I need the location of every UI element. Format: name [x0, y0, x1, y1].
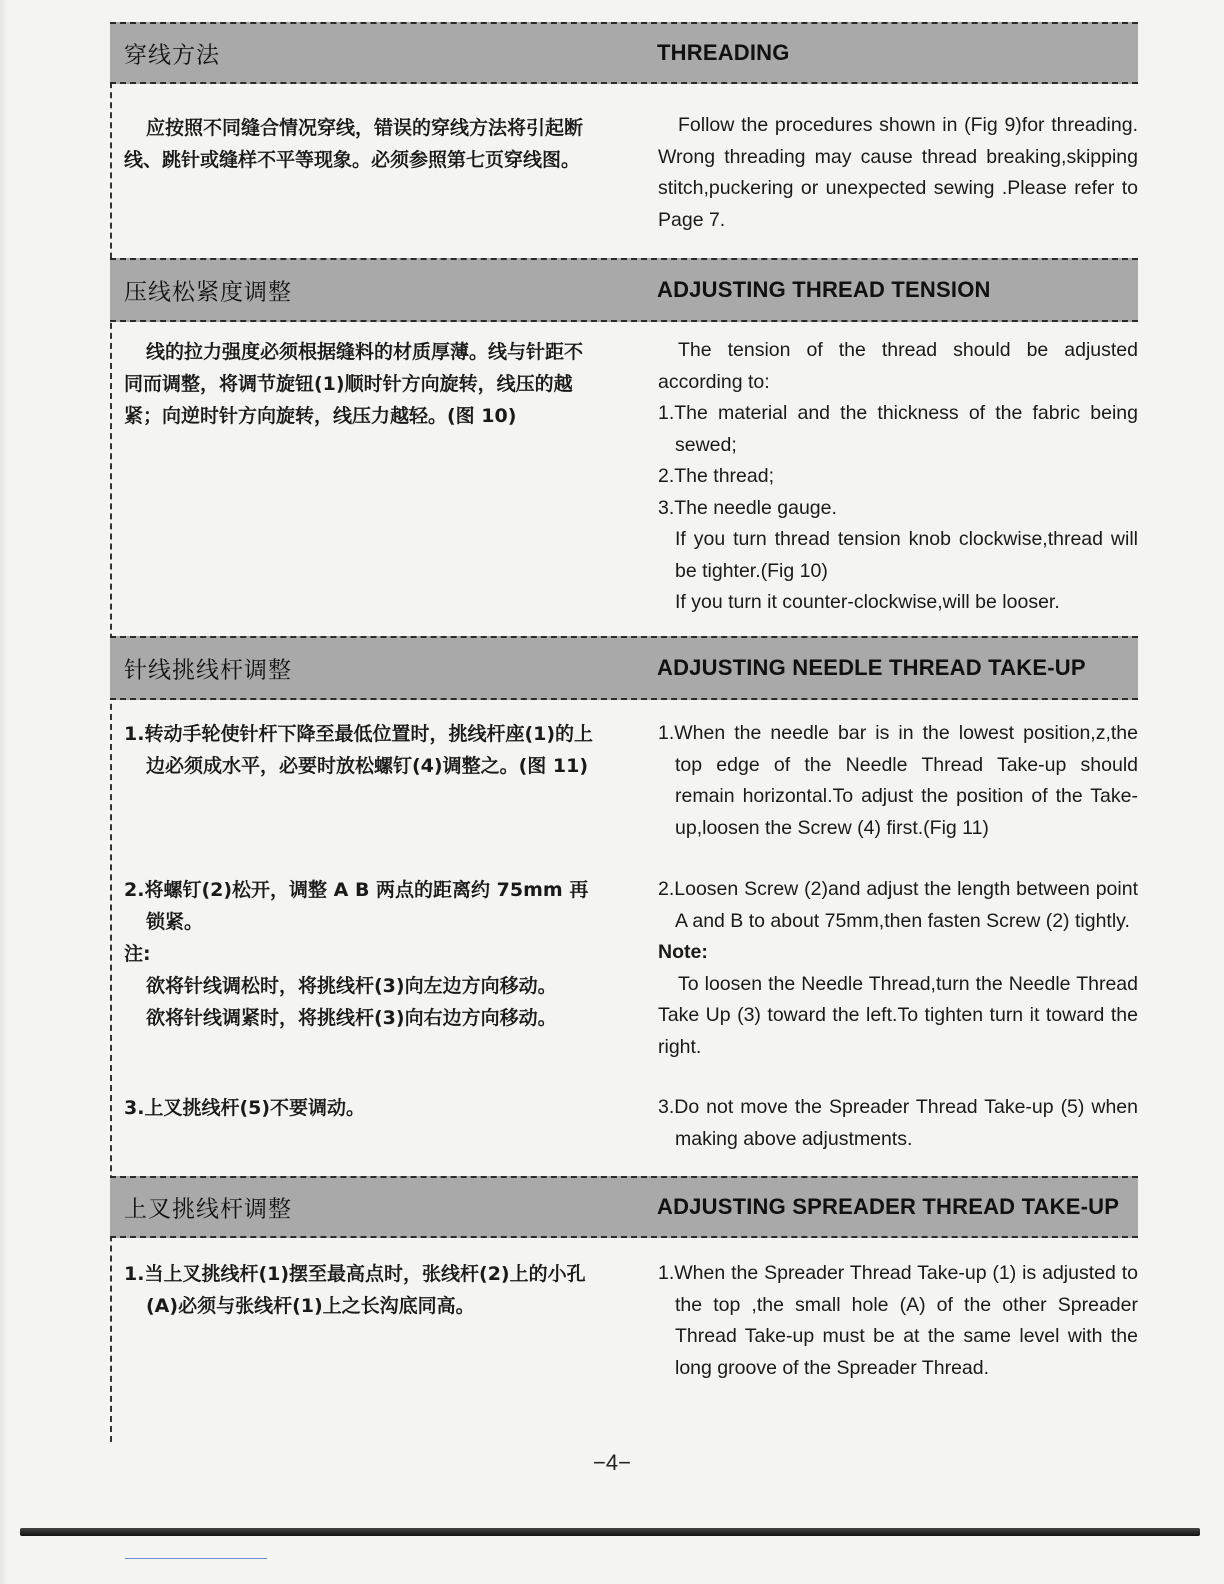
list-item: 1.当上叉挑线杆(1)摆至最高点时，张线杆(2)上的小孔(A)必须与张线杆(1)上之长沟底同高。 [124, 1263, 586, 1317]
section-title-en: THREADING [657, 40, 790, 65]
section-title-en: ADJUSTING THREAD TENSION [657, 277, 991, 302]
section-title-zh: 针线挑线杆调整 [124, 657, 292, 684]
list-item: 2.The thread; [658, 465, 774, 487]
section-header-spreader-take-up [110, 1176, 1138, 1238]
bottom-rule [20, 1528, 1200, 1536]
list-item: 3.Do not move the Spreader Thread Take-up (5) when making above adjustments. [658, 1096, 1138, 1150]
page-edge-shadow [0, 0, 8, 1584]
note-text: To loosen the Needle Thread,turn the Needle Thread Take Up (3) toward the left.To tighten turn it toward the right. [658, 972, 1138, 1058]
note-text: 欲将针线调紧时，将挑线杆(3)向右边方向移动。 [146, 1007, 557, 1029]
list-item: 1.When the Spreader Thread Take-up (1) is adjusted to the top ,the small hole (A) of the other Spreader Thread Take-up must be at the same level with the long groove of the Spreader Thread. [658, 1262, 1138, 1379]
note-label: Note: [658, 941, 708, 963]
section-title-en: ADJUSTING SPREADER THREAD TAKE-UP [657, 1194, 1120, 1219]
section-title-zh: 上叉挑线杆调整 [124, 1196, 292, 1223]
tension-en-text [658, 335, 1138, 619]
section-title-zh: 压线松紧度调整 [124, 279, 292, 306]
list-item: 3.The needle gauge. [658, 496, 837, 519]
list-item: 2.将螺钉(2)松开，调整 A B 两点的距离约 75mm 再锁紧。 [124, 879, 589, 933]
needle-take-up-en-text-3 [658, 1092, 1138, 1155]
needle-take-up-en-text [658, 718, 1138, 844]
page-number: −4− [593, 1450, 631, 1475]
paragraph: 线的拉力强度必须根据缝料的材质厚薄。线与针距不同而调整，将调节旋钮(1)顺时针方向旋转，线压的越紧；向逆时针方向旋转，线压力越轻。(图 10) [124, 341, 584, 427]
note-label: 注: [124, 943, 151, 965]
list-item: 3.上叉挑线杆(5)不要调动。 [124, 1097, 366, 1119]
threading-en-text [658, 110, 1138, 236]
list-item: 2.Loosen Screw (2)and adjust the length between point A and B to about 75mm,then fasten Screw (2) tightly. [658, 878, 1138, 932]
section-header-thread-tension [110, 258, 1138, 322]
section-header-needle-take-up [110, 636, 1138, 700]
paragraph: The tension of the thread should be adjusted according to: [658, 339, 1138, 393]
list-item: 1.When the needle bar is in the lowest position,z,the top edge of the Needle Thread Take-up should remain horizontal.To adjust the position of the Take-up,loosen the Screw (4) first.(Fig 11) [658, 722, 1138, 839]
bottom-thin-line [125, 1558, 267, 1559]
paragraph: If you turn thread tension knob clockwise,thread will be tighter.(Fig 10) [675, 528, 1138, 582]
spreader-take-up-en-text [658, 1258, 1138, 1384]
paragraph: If you turn it counter-clockwise,will be looser. [675, 591, 1060, 613]
paragraph: 应按照不同缝合情况穿线，错误的穿线方法将引起断线、跳针或缝样不平等现象。必须参照第七页穿线图。 [124, 117, 584, 171]
needle-take-up-zh-text-3 [124, 1092, 596, 1124]
list-item: 1.转动手轮使针杆下降至最低位置时，挑线杆座(1)的上边必须成水平，必要时放松螺钉(4)调整之。(图 11) [124, 723, 594, 777]
section-title-en: ADJUSTING NEEDLE THREAD TAKE-UP [657, 655, 1086, 680]
note-text: 欲将针线调松时，将挑线杆(3)向左边方向移动。 [146, 975, 557, 997]
section-header-threading [110, 22, 1138, 84]
paragraph: Follow the procedures shown in (Fig 9)for threading. Wrong threading may cause thread breaking,skipping stitch,puckering or unexpected sewing .Please refer to Page 7. [658, 114, 1138, 231]
threading-zh-text [124, 112, 596, 176]
section-title-zh: 穿线方法 [124, 42, 220, 69]
needle-take-up-zh-text-2 [124, 874, 596, 1034]
needle-take-up-zh-text [124, 718, 596, 782]
tension-zh-text [124, 336, 596, 432]
needle-take-up-en-text-2 [658, 874, 1138, 1063]
spreader-take-up-zh-text [124, 1258, 596, 1322]
list-item: 1.The material and the thickness of the fabric being sewed; [658, 402, 1138, 456]
